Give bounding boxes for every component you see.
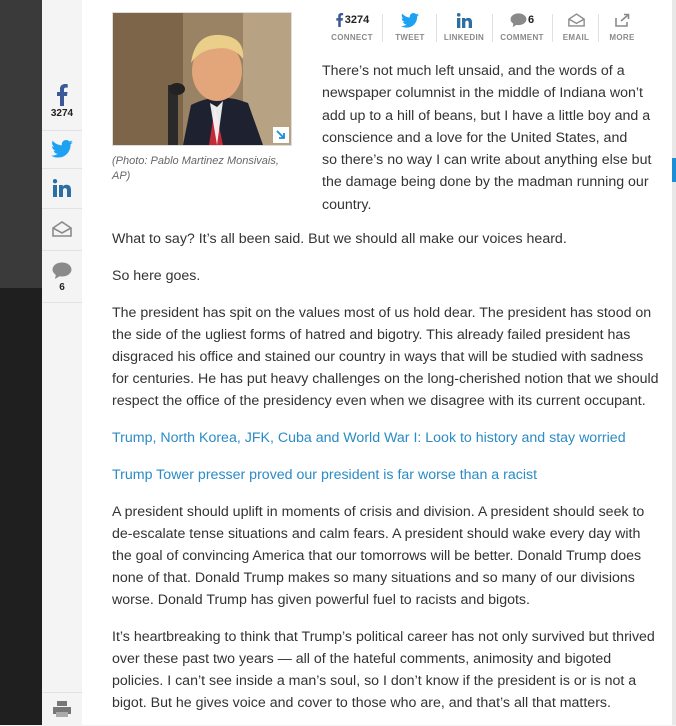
email-icon bbox=[52, 221, 72, 237]
rail-linkedin-button[interactable] bbox=[42, 168, 82, 209]
expand-arrow-icon bbox=[276, 130, 286, 140]
linkedin-button[interactable] bbox=[440, 10, 488, 42]
divider bbox=[436, 14, 437, 42]
paragraph: A president should uplift in moments of crisis and division. A president should seek to de-escalate tense situations and calm fears. A president should wake every day with the goal of convincing America that our tomorrows will be better. Donald Trump does none of that. Donald Trump makes so many situations and so many of our divisions worse. Donald Trump has given powerful fuel to racists and bigots. bbox=[112, 504, 645, 608]
intro-line: so there’s no way I can write about anything else but bbox=[322, 152, 652, 169]
paragraph: It’s heartbreaking to think that Trump’s political career has not only survived but thrived over these past two years — all of the hateful comments, animosity and bigoted policies. I can’t see inside a man’s soul, so I don’t know if the president is or is not a bigot. But he gives voice and cover to those who are, and that’s all that matters. bbox=[112, 629, 655, 711]
paragraph: What to say? It’s all been said. But we should all make our voices heard. bbox=[112, 231, 567, 247]
twitter-icon bbox=[51, 140, 73, 158]
intro-line: newspaper columnist in the middle of Indiana won’t bbox=[322, 85, 643, 102]
comment-icon bbox=[52, 262, 72, 280]
share-more-icon bbox=[614, 13, 630, 27]
left-dark-panel bbox=[0, 0, 42, 288]
facebook-count: 3274 bbox=[344, 14, 370, 26]
intro-line: There’s not much left unsaid, and the words of a bbox=[322, 63, 625, 79]
rail-facebook-button[interactable] bbox=[42, 78, 82, 131]
more-button[interactable] bbox=[604, 10, 640, 42]
intro-line: conscience and a love for the United States, and bbox=[322, 129, 628, 146]
expand-photo-button[interactable] bbox=[273, 127, 289, 143]
email-button[interactable] bbox=[558, 10, 594, 42]
linkedin-label: LINKEDIN bbox=[443, 33, 485, 42]
share-rail bbox=[42, 72, 83, 725]
left-darker-panel bbox=[0, 288, 42, 725]
rail-facebook-count: 3274 bbox=[50, 108, 74, 119]
facebook-icon bbox=[335, 13, 344, 27]
twitter-icon bbox=[401, 13, 419, 28]
photo-image bbox=[113, 13, 291, 145]
tweet-label: TWEET bbox=[395, 33, 425, 42]
rail-print-button[interactable] bbox=[42, 692, 82, 726]
comment-button[interactable] bbox=[498, 10, 546, 42]
photo-caption: (Photo: Pablo Martinez Monsivais, AP) bbox=[112, 155, 279, 182]
paragraph: So here goes. bbox=[112, 268, 201, 284]
intro-paragraph bbox=[322, 60, 662, 216]
scrollbar-track[interactable] bbox=[672, 0, 676, 725]
rail-email-button[interactable] bbox=[42, 208, 82, 251]
intro-line: the damage being done by the madman running our bbox=[322, 174, 649, 191]
rail-comment-count: 6 bbox=[59, 282, 65, 293]
email-label: EMAIL bbox=[562, 33, 590, 42]
comment-label: COMMENT bbox=[500, 33, 544, 42]
facebook-icon bbox=[55, 84, 69, 106]
divider bbox=[598, 14, 599, 42]
print-icon bbox=[53, 701, 71, 717]
article-photo[interactable] bbox=[112, 12, 292, 146]
comment-icon bbox=[510, 13, 527, 28]
more-label: MORE bbox=[609, 33, 635, 42]
rail-twitter-button[interactable] bbox=[42, 130, 82, 169]
facebook-connect-button[interactable] bbox=[326, 10, 378, 42]
divider bbox=[552, 14, 553, 42]
facebook-label: CONNECT bbox=[331, 33, 373, 42]
comment-count: 6 bbox=[527, 14, 535, 26]
rail-comment-button[interactable] bbox=[42, 250, 82, 303]
linkedin-icon bbox=[53, 179, 71, 197]
intro-line: add up to a hill of beans, but I have a little boy and a bbox=[322, 107, 651, 124]
divider bbox=[382, 14, 383, 42]
divider bbox=[492, 14, 493, 42]
linkedin-icon bbox=[457, 13, 472, 28]
email-icon bbox=[568, 13, 585, 27]
paragraph: The president has spit on the values most of us hold dear. The president has stood on the side of the ugliest forms of hatred and bigotry. This already failed president has disgraced his office and stained our country in ways that will be studied with sadness for centuries. He has put heavy challenges on the long-cherished notion that we should respect the office of the presidency even when we disagree with its current occupant. bbox=[112, 305, 659, 409]
related-link-trump-tower[interactable]: Trump Tower presser proved our president is far worse than a racist bbox=[112, 467, 538, 483]
tweet-button[interactable] bbox=[388, 10, 432, 42]
scrollbar-thumb[interactable] bbox=[672, 158, 676, 182]
related-link-history[interactable]: Trump, North Korea, JFK, Cuba and World War I: Look to history and stay worried bbox=[112, 430, 626, 446]
intro-line: country. bbox=[322, 196, 372, 213]
